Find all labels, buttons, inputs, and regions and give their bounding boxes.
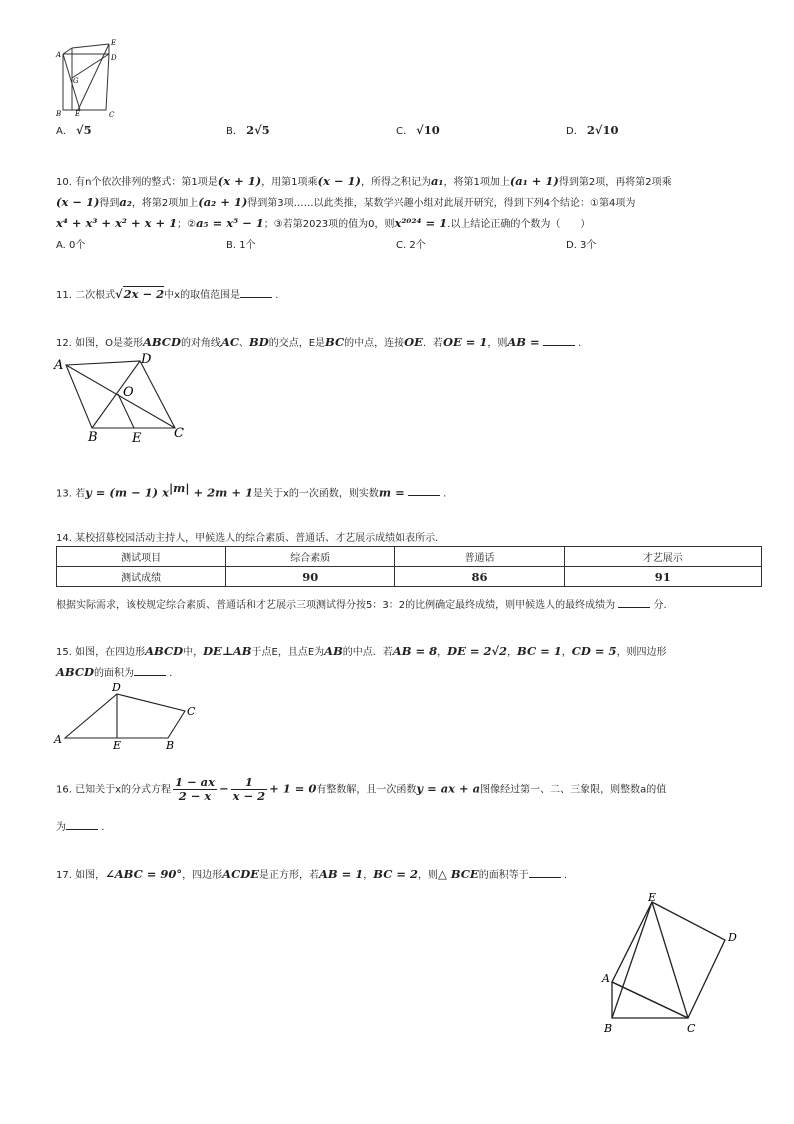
q13-text: 是关于x的一次函数，则实数: [253, 488, 379, 500]
q17-math: AB = 1: [318, 867, 364, 881]
table-row: [57, 567, 762, 587]
q17-text: ，四边形: [182, 870, 223, 881]
q12-label-e: E: [132, 431, 142, 445]
q10-math: (x − 1): [317, 174, 361, 188]
q10-option-c: C. 2个: [396, 240, 426, 251]
q17-math: ∠ABC = 90°: [105, 867, 183, 881]
q15-text: .: [169, 668, 173, 679]
q17-math: BC = 2: [373, 867, 418, 881]
table-header-cell: 才艺展示: [564, 547, 761, 567]
q15-math: AB = 8: [392, 644, 438, 658]
q16-math: y = ax + a: [416, 781, 481, 796]
q9-option-d-label: D．: [566, 126, 584, 137]
answer-blank: [134, 666, 166, 676]
q15-math: ABCD: [145, 644, 184, 658]
q10-option-b: B. 1个: [226, 240, 256, 251]
q15-label-b: B: [166, 739, 175, 752]
q9-option-b-label: B．: [226, 126, 243, 137]
q13-math: + 2m + 1: [189, 485, 253, 500]
q10-math: x²⁰²⁴ = 1: [394, 216, 448, 230]
answer-blank: [66, 820, 98, 830]
q9-option-a-label: A．: [56, 126, 73, 137]
q12-text: 、: [239, 338, 250, 349]
q11-text: 中x的取值范围是: [164, 290, 241, 301]
radical-sign: √: [115, 287, 123, 301]
q12-math: BD: [249, 335, 269, 349]
q17-math: ACDE: [222, 867, 259, 881]
q10-text: 得到第3项……以此类推，某数学兴趣小组对此展开研究，得到下列4个结论：①第4项为: [247, 198, 636, 209]
q15-label-e: E: [113, 739, 122, 752]
q16-line-1: [56, 776, 666, 803]
q9-option-b: [226, 122, 270, 137]
q9-option-c-label: C．: [396, 126, 413, 137]
q11-radicand: 2x − 2: [123, 287, 165, 301]
q16-fraction-1: [173, 776, 217, 803]
q12-math: OE = 1: [442, 335, 488, 349]
q13: [56, 481, 446, 499]
q9-label-e-top: E: [111, 39, 117, 47]
q15-math: CD = 5: [571, 644, 617, 658]
q16-text: 为: [56, 822, 66, 833]
q9-option-c: [396, 122, 440, 137]
q12-text: .: [578, 338, 582, 349]
table-header-row: [57, 547, 762, 567]
q10-line-2: [56, 194, 635, 209]
q12-label-a: A: [54, 358, 64, 373]
q15-math: BC = 1: [517, 644, 562, 658]
q12-math: OE: [404, 335, 423, 349]
q17-label-d: D: [728, 931, 737, 944]
fraction-numerator: 1: [231, 776, 268, 790]
q15-text: 于点E，且点E为: [251, 647, 325, 658]
table-cell: 91: [564, 567, 761, 587]
q16-math: −: [218, 781, 229, 796]
q10-math: a₂: [119, 195, 132, 209]
q14-text: 分.: [653, 600, 667, 611]
q9-option-d-expr: 2√10: [586, 123, 619, 137]
answer-blank: [240, 288, 272, 298]
q10-text: ，将第1项加上: [443, 177, 510, 188]
q12-text: 12. 如图，O是菱形: [56, 338, 143, 349]
q9-label-d: D: [111, 54, 117, 62]
q13-math: y = (m − 1) x: [85, 485, 169, 500]
q15-text: ，: [507, 647, 518, 658]
table-header-cell: 测试项目: [57, 547, 226, 567]
q15-label-a: A: [54, 733, 62, 746]
q12-text: 的中点，连接: [344, 338, 405, 349]
q12-text: 的交点，E是: [268, 338, 326, 349]
q15-math: DE⊥AB: [203, 644, 252, 658]
q17-text: 17. 如图，: [56, 870, 106, 881]
q10-math: (x + 1): [217, 174, 262, 188]
q9-label-g: G: [73, 77, 79, 85]
q13-text: .: [443, 488, 447, 500]
q17-label-e: E: [648, 891, 657, 904]
answer-blank: [529, 868, 561, 878]
q11-text: .: [275, 290, 279, 301]
q15-label-c: C: [187, 705, 196, 718]
q15-math: AB: [324, 644, 343, 658]
q10-line-1: [56, 173, 672, 188]
q9-option-b-expr: 2√5: [246, 123, 270, 137]
q14-intro: 14. 某校招募校园活动主持人，甲候选人的综合素质、普通话、才艺展示成绩如表所示.: [56, 533, 439, 544]
q12-math: ABCD: [142, 335, 181, 349]
q15-line-2: [56, 664, 172, 679]
q10-text: ，用第1项乘: [261, 177, 318, 188]
q9-option-a-expr: √5: [76, 123, 92, 137]
q10-text: ；②: [177, 219, 197, 230]
q9-label-a: A: [56, 51, 62, 59]
q9-option-a: [56, 122, 92, 137]
fraction-denominator: x − 2: [232, 789, 266, 803]
q12-label-o: O: [123, 385, 134, 400]
q16-text: 16. 已知关于x的分式方程: [56, 784, 171, 796]
q16-fraction-2: [231, 776, 268, 803]
q10-math: a₁: [430, 174, 444, 188]
q13-exponent: |m|: [168, 481, 190, 495]
q10-text: 10. 有n个依次排列的整式：第1项是: [56, 177, 218, 188]
q16-text: .: [101, 822, 105, 833]
q11-text: 11. 二次根式: [56, 290, 116, 301]
fraction-denominator: 2 − x: [178, 789, 212, 803]
q10-text: ，将第2项加上: [131, 198, 199, 209]
q10-option-d: D. 3个: [566, 240, 597, 251]
score-table: [56, 546, 762, 587]
q13-text: 13. 若: [56, 488, 86, 500]
q17-text: ，: [363, 870, 374, 881]
q15-text: 15. 如图，在四边形: [56, 647, 146, 658]
q14-text: 根据实际需求，该校规定综合素质、普通话和才艺展示三项测试得分按5：3：2的比例确定最终成绩，则甲候选人的最终成绩为: [56, 600, 616, 611]
q12: [56, 334, 581, 349]
q17: [56, 866, 567, 881]
q12-label-c: C: [174, 426, 184, 441]
q12-math: AC: [220, 335, 240, 349]
q14-question: [56, 596, 667, 611]
q10-math: (x − 1): [56, 195, 100, 209]
q10-text: .以上结论正确的个数为（ ）: [447, 219, 591, 230]
q17-text: 是正方形，若: [258, 870, 319, 881]
q15-text: ，则四边形: [616, 647, 667, 658]
q9-label-e-bottom: E: [75, 110, 81, 118]
answer-blank: [408, 486, 440, 496]
q17-text: 的面积等于: [478, 870, 529, 881]
q9-label-b: B: [56, 110, 62, 118]
q17-label-b: B: [604, 1022, 613, 1035]
q12-text: 的对角线: [180, 338, 221, 349]
fraction-numerator: 1 − ax: [175, 775, 215, 789]
q10-math: x⁴ + x³ + x² + x + 1: [56, 216, 178, 230]
q10-text: 得到第2项，再将第2项乘: [558, 177, 672, 188]
q15-text: 中，: [183, 647, 204, 658]
q10-math: a₅ = x⁵ − 1: [196, 216, 264, 230]
q17-label-a: A: [602, 972, 610, 985]
q10-text: ，所得之积记为: [360, 177, 431, 188]
table-cell: 测试成绩: [57, 567, 226, 587]
q10-math: (a₂ + 1): [198, 195, 248, 209]
q16-math: + 1 = 0: [269, 781, 317, 796]
q17-label-c: C: [687, 1022, 696, 1035]
q16-text: 图像经过第一、二、三象限，则整数a的值: [480, 784, 667, 796]
answer-blank: [618, 598, 650, 608]
q12-math: AB =: [507, 335, 540, 349]
q10-line-3: [56, 215, 590, 230]
q12-label-d: D: [141, 352, 152, 367]
table-cell: 90: [226, 567, 395, 587]
q15-quadrilateral-figure: [52, 680, 202, 752]
q15-label-d: D: [112, 681, 121, 694]
q17-text: ，则: [418, 870, 438, 881]
q11: [56, 286, 278, 301]
q17-text: .: [563, 870, 568, 881]
q9-option-c-expr: √10: [416, 123, 440, 137]
q12-text: ，则: [487, 338, 508, 349]
table-header-cell: 普通话: [395, 547, 564, 567]
q17-math: △ BCE: [438, 867, 479, 881]
q10-text: 得到: [99, 198, 120, 209]
q9-figure: [52, 38, 128, 120]
q10-text: ；③若第2023项的值为0，则: [263, 219, 395, 230]
q13-math: m =: [378, 485, 405, 500]
q9-label-c: C: [109, 111, 115, 119]
q10-option-a: A. 0个: [56, 240, 86, 251]
q15-text: 的中点．若: [342, 647, 393, 658]
q15-text: ，: [437, 647, 448, 658]
q15-math: ABCD: [56, 665, 94, 679]
answer-blank: [543, 336, 575, 346]
q12-label-b: B: [88, 430, 98, 445]
q16-line-2: [56, 818, 104, 833]
q12-text: ．若: [422, 338, 443, 349]
q12-rhombus-figure: [52, 350, 192, 445]
q15-math: DE = 2√2: [447, 644, 508, 658]
q15-text: 的面积为: [93, 668, 134, 679]
table-cell: 86: [395, 567, 564, 587]
q15-text: ，: [561, 647, 572, 658]
q12-math: BC: [325, 335, 345, 349]
table-header-cell: 综合素质: [226, 547, 395, 567]
q15-line-1: [56, 643, 667, 658]
q17-square-figure: [596, 890, 746, 1035]
q16-text: 有整数解，且一次函数: [316, 784, 417, 796]
q9-option-d: [566, 122, 618, 137]
q10-math: (a₁ + 1): [509, 174, 559, 188]
